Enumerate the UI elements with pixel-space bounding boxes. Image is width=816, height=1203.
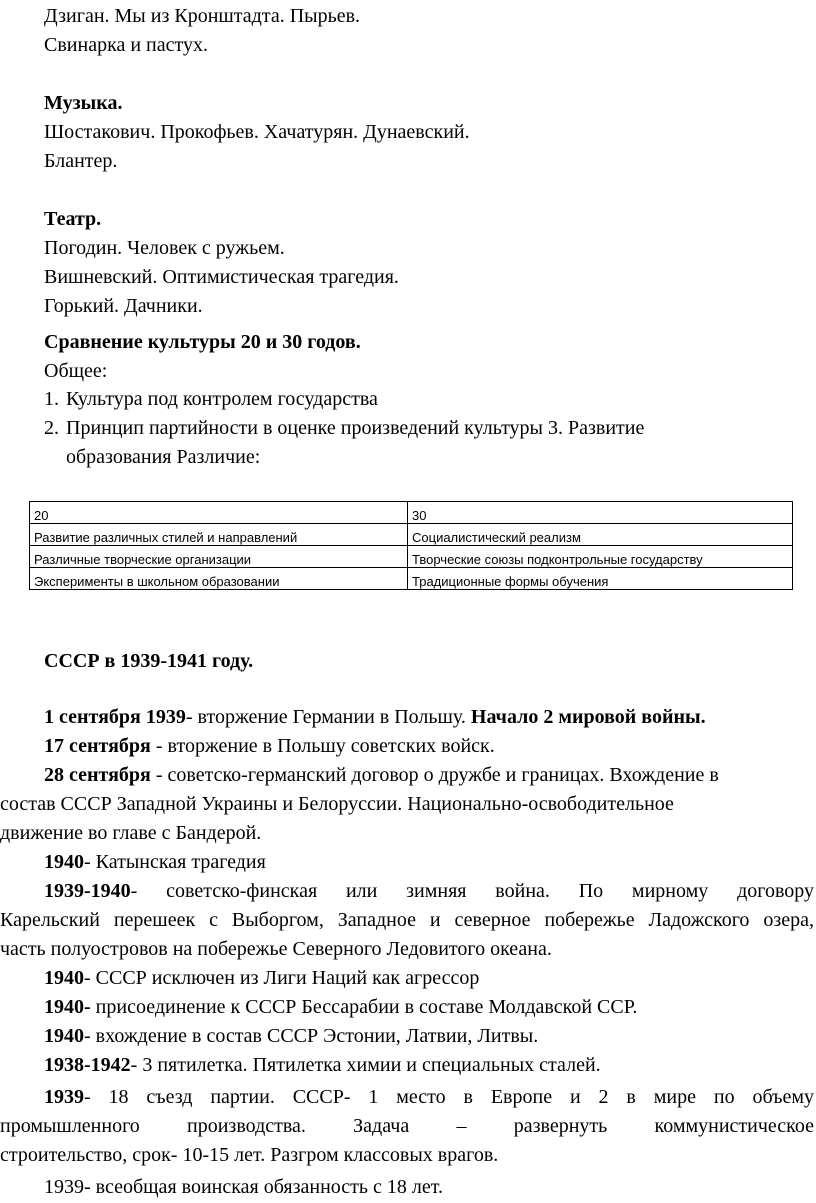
event-text: - советско-финская или зимняя война. По мирному договору [130,880,814,902]
event-text: - 3 пятилетка. Пятилетка химии и специальных сталей. [130,1054,601,1076]
event-date: 28 сентября [44,764,151,786]
table-cell: Творческие союзы подконтрольные государству [408,546,793,568]
event-7 [44,993,637,1022]
list-number: 2. [44,417,59,439]
table-row [30,524,793,546]
event-11: 1939- всеобщая воинская обязанность с 18 лет. [44,1176,443,1198]
event-4 [44,848,266,877]
event-text: - Катынская трагедия [84,851,266,873]
table-cell: Традиционные формы обучения [408,568,793,590]
event-3 [44,761,719,790]
ussr-heading: СССР в 1939-1941 году. [44,650,254,672]
list-text-continuation: образования Различие: [66,446,261,468]
event-date: 1938-1942 [44,1054,131,1076]
theatre-line-2: Вишневский. Оптимистическая трагедия. [44,266,399,288]
table-cell: Эксперименты в школьном образовании [30,568,408,590]
event-text: присоединение к СССР Бессарабии в составе Молдавской ССР. [90,996,638,1018]
music-heading: Музыка. [44,92,123,114]
table-header-row [30,502,793,524]
event-text: - 18 съезд партии. СССР- 1 место в Европе и 2 в мире по объему [84,1086,814,1108]
event-text: - вторжение в Польшу советских войск. [150,735,495,757]
list-text: Культура под контролем государства [66,388,378,410]
table-row [30,568,793,590]
table-row [30,546,793,568]
event-5-line-2: Карельский перешеек с Выборгом, Западное и северное побережье Ладожского озера, [0,909,814,931]
theatre-line-3: Горький. Дачники. [44,295,203,317]
table-header-cell: 20 [30,502,408,524]
event-2 [44,732,495,761]
table-header-cell: 30 [408,502,793,524]
table-cell: Различные творческие организации [30,546,408,568]
table-cell: Развитие различных стилей и направлений [30,524,408,546]
event-date: 17 сентября [44,735,151,757]
comparison-table [29,501,793,590]
event-date: 1940 [44,967,84,989]
event-10-line-2: промышленного производства. Задача – развернуть коммунистическое [0,1115,814,1137]
event-3-line-3: движение во главе с Бандерой. [0,822,262,844]
theatre-line-1: Погодин. Человек с ружьем. [44,237,285,259]
event-text: - вторжение Германии в Польшу. [185,706,471,728]
event-1 [44,703,706,732]
event-text: - СССР исключен из Лиги Наций как агрессор [84,967,480,989]
event-bold-text: Начало 2 мировой войны. [470,706,706,728]
event-10 [44,1083,814,1112]
event-text: - советско-германский договор о дружбе и границах. Вхождение в [150,764,719,786]
event-5 [44,877,814,906]
comparison-heading: Сравнение культуры 20 и 30 годов. [44,331,361,353]
theatre-heading: Театр. [44,208,102,230]
film-line-2: Свинарка и пастух. [44,34,208,56]
table-cell: Социалистический реализм [408,524,793,546]
list-number: 1. [44,388,59,410]
event-date: 1 сентября 1939 [44,706,186,728]
list-text: Принцип партийности в оценке произведений культуры 3. Развитие [66,417,645,439]
common-label: Общее: [44,360,108,382]
event-date: 1940- [44,996,91,1018]
film-line-1: Дзиган. Мы из Кронштадта. Пырьев. [44,5,361,27]
event-10-line-3: строительство, срок- 10-15 лет. Разгром классовых врагов. [0,1144,499,1166]
event-date: 1939 [44,1086,84,1108]
event-text: - вхождение в состав СССР Эстонии, Латвии, Литвы. [84,1025,539,1047]
event-9 [44,1051,601,1080]
event-date: 1940 [44,1025,84,1047]
event-date: 1939-1940 [44,880,131,902]
list-item [44,414,804,472]
music-line-1: Шостакович. Прокофьев. Хачатурян. Дунаевский. [44,121,470,143]
event-8 [44,1022,538,1051]
event-5-line-3: часть полуостровов на побережье Северного Ледовитого океана. [0,938,552,960]
event-6 [44,964,479,993]
music-line-2: Блантер. [44,150,118,172]
list-item [44,385,804,414]
event-date: 1940 [44,851,84,873]
event-3-line-2: состав СССР Западной Украины и Белоруссии. Национально-освободительное [0,793,674,815]
